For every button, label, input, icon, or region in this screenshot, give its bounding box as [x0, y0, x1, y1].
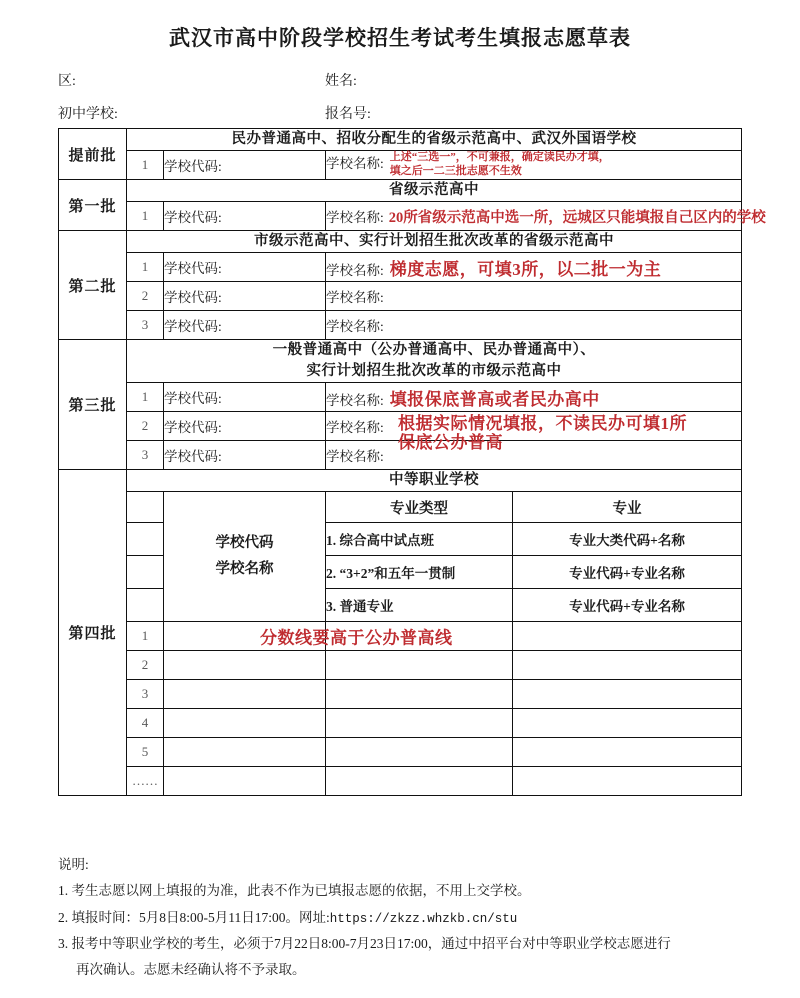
- school-name-field[interactable]: 学校名称:: [326, 311, 742, 340]
- table-row-second-3: [59, 311, 742, 340]
- school-code-name-header: [164, 492, 326, 622]
- row-index: 5: [127, 738, 164, 767]
- school-entry-field[interactable]: [164, 651, 326, 680]
- note-item-1: 1. 考生志愿以网上填报的为准，此表不作为已填报志愿的依据，不用上交学校。: [58, 883, 531, 899]
- major-type-field[interactable]: [326, 651, 513, 680]
- row-index: 1: [127, 383, 164, 412]
- row-index: 1: [127, 151, 164, 180]
- row-index: 1: [127, 253, 164, 282]
- identity-row-2: [58, 96, 742, 129]
- major-format-2: 专业代码+专业名称: [513, 556, 742, 589]
- major-type-header: 专业类型: [326, 492, 513, 523]
- major-format-3: 专业代码+专业名称: [513, 589, 742, 622]
- note-item-2-text: 2. 填报时间：5月8日8:00-5月11日17:00。网址:: [58, 909, 330, 925]
- notes-heading: 说明:: [58, 857, 89, 872]
- table-row-fourth-subrow-1: [59, 523, 742, 556]
- school-name-label: 学校名称:: [326, 262, 384, 278]
- school-code-plain-label: 学校代码: [215, 535, 274, 552]
- table-row-first-1: [59, 202, 742, 231]
- table-row-fourth-1: [59, 622, 742, 651]
- row-index-ellipsis: ……: [127, 767, 164, 796]
- school-name-field[interactable]: [326, 253, 742, 282]
- major-type-field[interactable]: [326, 738, 513, 767]
- annotation-third-1: 填报保底普高或者民办高中: [389, 389, 600, 409]
- school-code-field[interactable]: 学校代码:: [164, 441, 326, 470]
- row-index: 2: [127, 651, 164, 680]
- school-name-field[interactable]: 学校名称:: [326, 282, 742, 311]
- row-index: 3: [127, 311, 164, 340]
- major-field[interactable]: [513, 622, 742, 651]
- school-name-field[interactable]: [326, 383, 742, 412]
- row-index: 1: [127, 622, 164, 651]
- section-header-advance: 民办普通高中、招收分配生的省级示范高中、武汉外国语学校: [127, 129, 742, 151]
- table-row-third-2: [59, 412, 742, 441]
- major-field[interactable]: [513, 680, 742, 709]
- row-index: 3: [127, 441, 164, 470]
- table-row-second-header: [59, 231, 742, 253]
- batch-label-fourth: 第四批: [59, 470, 127, 796]
- annotation-line-1: 根据实际情况填报，不读民办可填1所: [398, 414, 687, 434]
- table-row-fourth-2: [59, 651, 742, 680]
- table-row-advance-1: [59, 151, 742, 180]
- section-header-second: 市级示范高中、实行计划招生批次改革的省级示范高中: [127, 231, 742, 253]
- table-row-third-1: [59, 383, 742, 412]
- annotation-first-1: 20所省级示范高中选一所，远城区只能填报自己区内的学校: [388, 209, 766, 226]
- name-label: 姓名:: [325, 73, 357, 89]
- table-row-third-3: [59, 441, 742, 470]
- empty-index-cell: [127, 492, 164, 523]
- identity-header: [58, 63, 742, 129]
- major-field[interactable]: [513, 767, 742, 796]
- notes-section: [58, 852, 758, 984]
- school-name-label: 学校名称:: [326, 209, 384, 225]
- school-entry-field[interactable]: [164, 680, 326, 709]
- section-header-fourth: 中等职业学校: [127, 470, 742, 492]
- school-code-field[interactable]: 学校代码:: [164, 383, 326, 412]
- table-row-fourth-4: [59, 709, 742, 738]
- school-code-field[interactable]: 学校代码:: [164, 202, 326, 231]
- major-type-field[interactable]: [326, 709, 513, 738]
- batch-label-advance: 提前批: [59, 129, 127, 180]
- school-entry-field[interactable]: [164, 709, 326, 738]
- batch-label-first: 第一批: [59, 180, 127, 231]
- section-header-first: 省级示范高中: [127, 180, 742, 202]
- major-field[interactable]: [513, 651, 742, 680]
- table-row-fourth-subrow-2: [59, 556, 742, 589]
- annotation-fourth-1: 分数线要高于公办普高线: [260, 628, 453, 648]
- school-code-field[interactable]: 学校代码:: [164, 412, 326, 441]
- middle-school-label: 初中学校:: [58, 106, 118, 122]
- identity-row-1: [58, 63, 742, 96]
- note-item-3: 3. 报考中等职业学校的考生，必须于7月22日8:00-7月23日17:00，通过中招平台对中等职业学校志愿进行: [58, 936, 671, 951]
- batches-table: [58, 128, 766, 796]
- annotation-line-1: 上述“三选一”，不可兼报，确定读民办才填，: [389, 151, 610, 164]
- table-row-fourth-header: [59, 470, 742, 492]
- table-row-fourth-more: [59, 767, 742, 796]
- major-type-field[interactable]: [326, 767, 513, 796]
- row-index: 2: [127, 412, 164, 441]
- school-entry-field[interactable]: [164, 738, 326, 767]
- section-header-third-line-2: 实行计划招生批次改革的市级示范高中: [306, 363, 562, 380]
- school-entry-field[interactable]: [164, 622, 453, 651]
- table-row-second-2: [59, 282, 742, 311]
- table-row-advance-header: [59, 129, 742, 151]
- row-index: 2: [127, 282, 164, 311]
- table-row-second-1: [59, 253, 742, 282]
- row-index: 1: [127, 202, 164, 231]
- school-entry-field[interactable]: [164, 767, 326, 796]
- section-header-third-line-1: 一般普通高中（公办普通高中、民办普通高中）、: [272, 342, 596, 359]
- annotation-second-1: 梯度志愿，可填3所，以二批一为主: [389, 259, 662, 279]
- major-type-field[interactable]: [326, 680, 513, 709]
- major-type-option-3: 3. 普通专业: [326, 589, 513, 622]
- school-code-field[interactable]: 学校代码:: [164, 311, 326, 340]
- exam-number-label: 报名号:: [325, 106, 371, 122]
- note-item-2: [58, 905, 758, 931]
- school-name-plain-label: 学校名称: [215, 560, 274, 577]
- row-index: 3: [127, 680, 164, 709]
- annotation-advance-1: [390, 151, 610, 179]
- major-field[interactable]: [513, 738, 742, 767]
- major-format-1: 专业大类代码+名称: [513, 523, 742, 556]
- major-header: 专业: [513, 492, 742, 523]
- district-label: 区:: [58, 73, 76, 89]
- major-type-option-1: 1. 综合高中试点班: [326, 523, 513, 556]
- school-name-field[interactable]: 学校名称:: [326, 441, 742, 470]
- school-name-label: 学校名称:: [326, 156, 384, 172]
- section-header-third: [127, 340, 742, 383]
- table-row-fourth-5: [59, 738, 742, 767]
- empty-index-cell: [127, 523, 164, 556]
- table-row-fourth-3: [59, 680, 742, 709]
- major-field[interactable]: [513, 709, 742, 738]
- major-type-option-2: 2. “3+2”和五年一贯制: [326, 556, 513, 589]
- school-name-label: 学校名称:: [326, 392, 384, 408]
- application-url[interactable]: https://zkzz.whzkb.cn/stu: [329, 911, 518, 926]
- empty-index-cell: [127, 556, 164, 589]
- note-item-3-continued: 再次确认。志愿未经确认将不予录取。: [76, 962, 306, 978]
- table-row-third-header: [59, 340, 742, 383]
- table-row-first-header: [59, 180, 742, 202]
- table-row-fourth-subrow-3: [59, 589, 742, 622]
- annotation-line-2: 填之后一二三批志愿不生效: [389, 165, 522, 178]
- school-name-field[interactable]: [326, 412, 742, 453]
- annotation-line-2: 保底公办普高: [398, 433, 503, 453]
- school-name-label: 学校名称:: [326, 420, 384, 436]
- school-name-field[interactable]: [326, 202, 766, 231]
- row-index: 4: [127, 709, 164, 738]
- school-code-field[interactable]: 学校代码:: [164, 151, 326, 180]
- school-code-field[interactable]: 学校代码:: [164, 253, 326, 282]
- table-row-fourth-subhead: [59, 492, 742, 523]
- page-title: 武汉市高中阶段学校招生考试考生填报志愿草表: [169, 26, 631, 50]
- empty-index-cell: [127, 589, 164, 622]
- batch-label-third: 第三批: [59, 340, 127, 470]
- school-code-field[interactable]: 学校代码:: [164, 282, 326, 311]
- batch-label-second: 第二批: [59, 231, 127, 340]
- school-name-field[interactable]: [326, 151, 742, 180]
